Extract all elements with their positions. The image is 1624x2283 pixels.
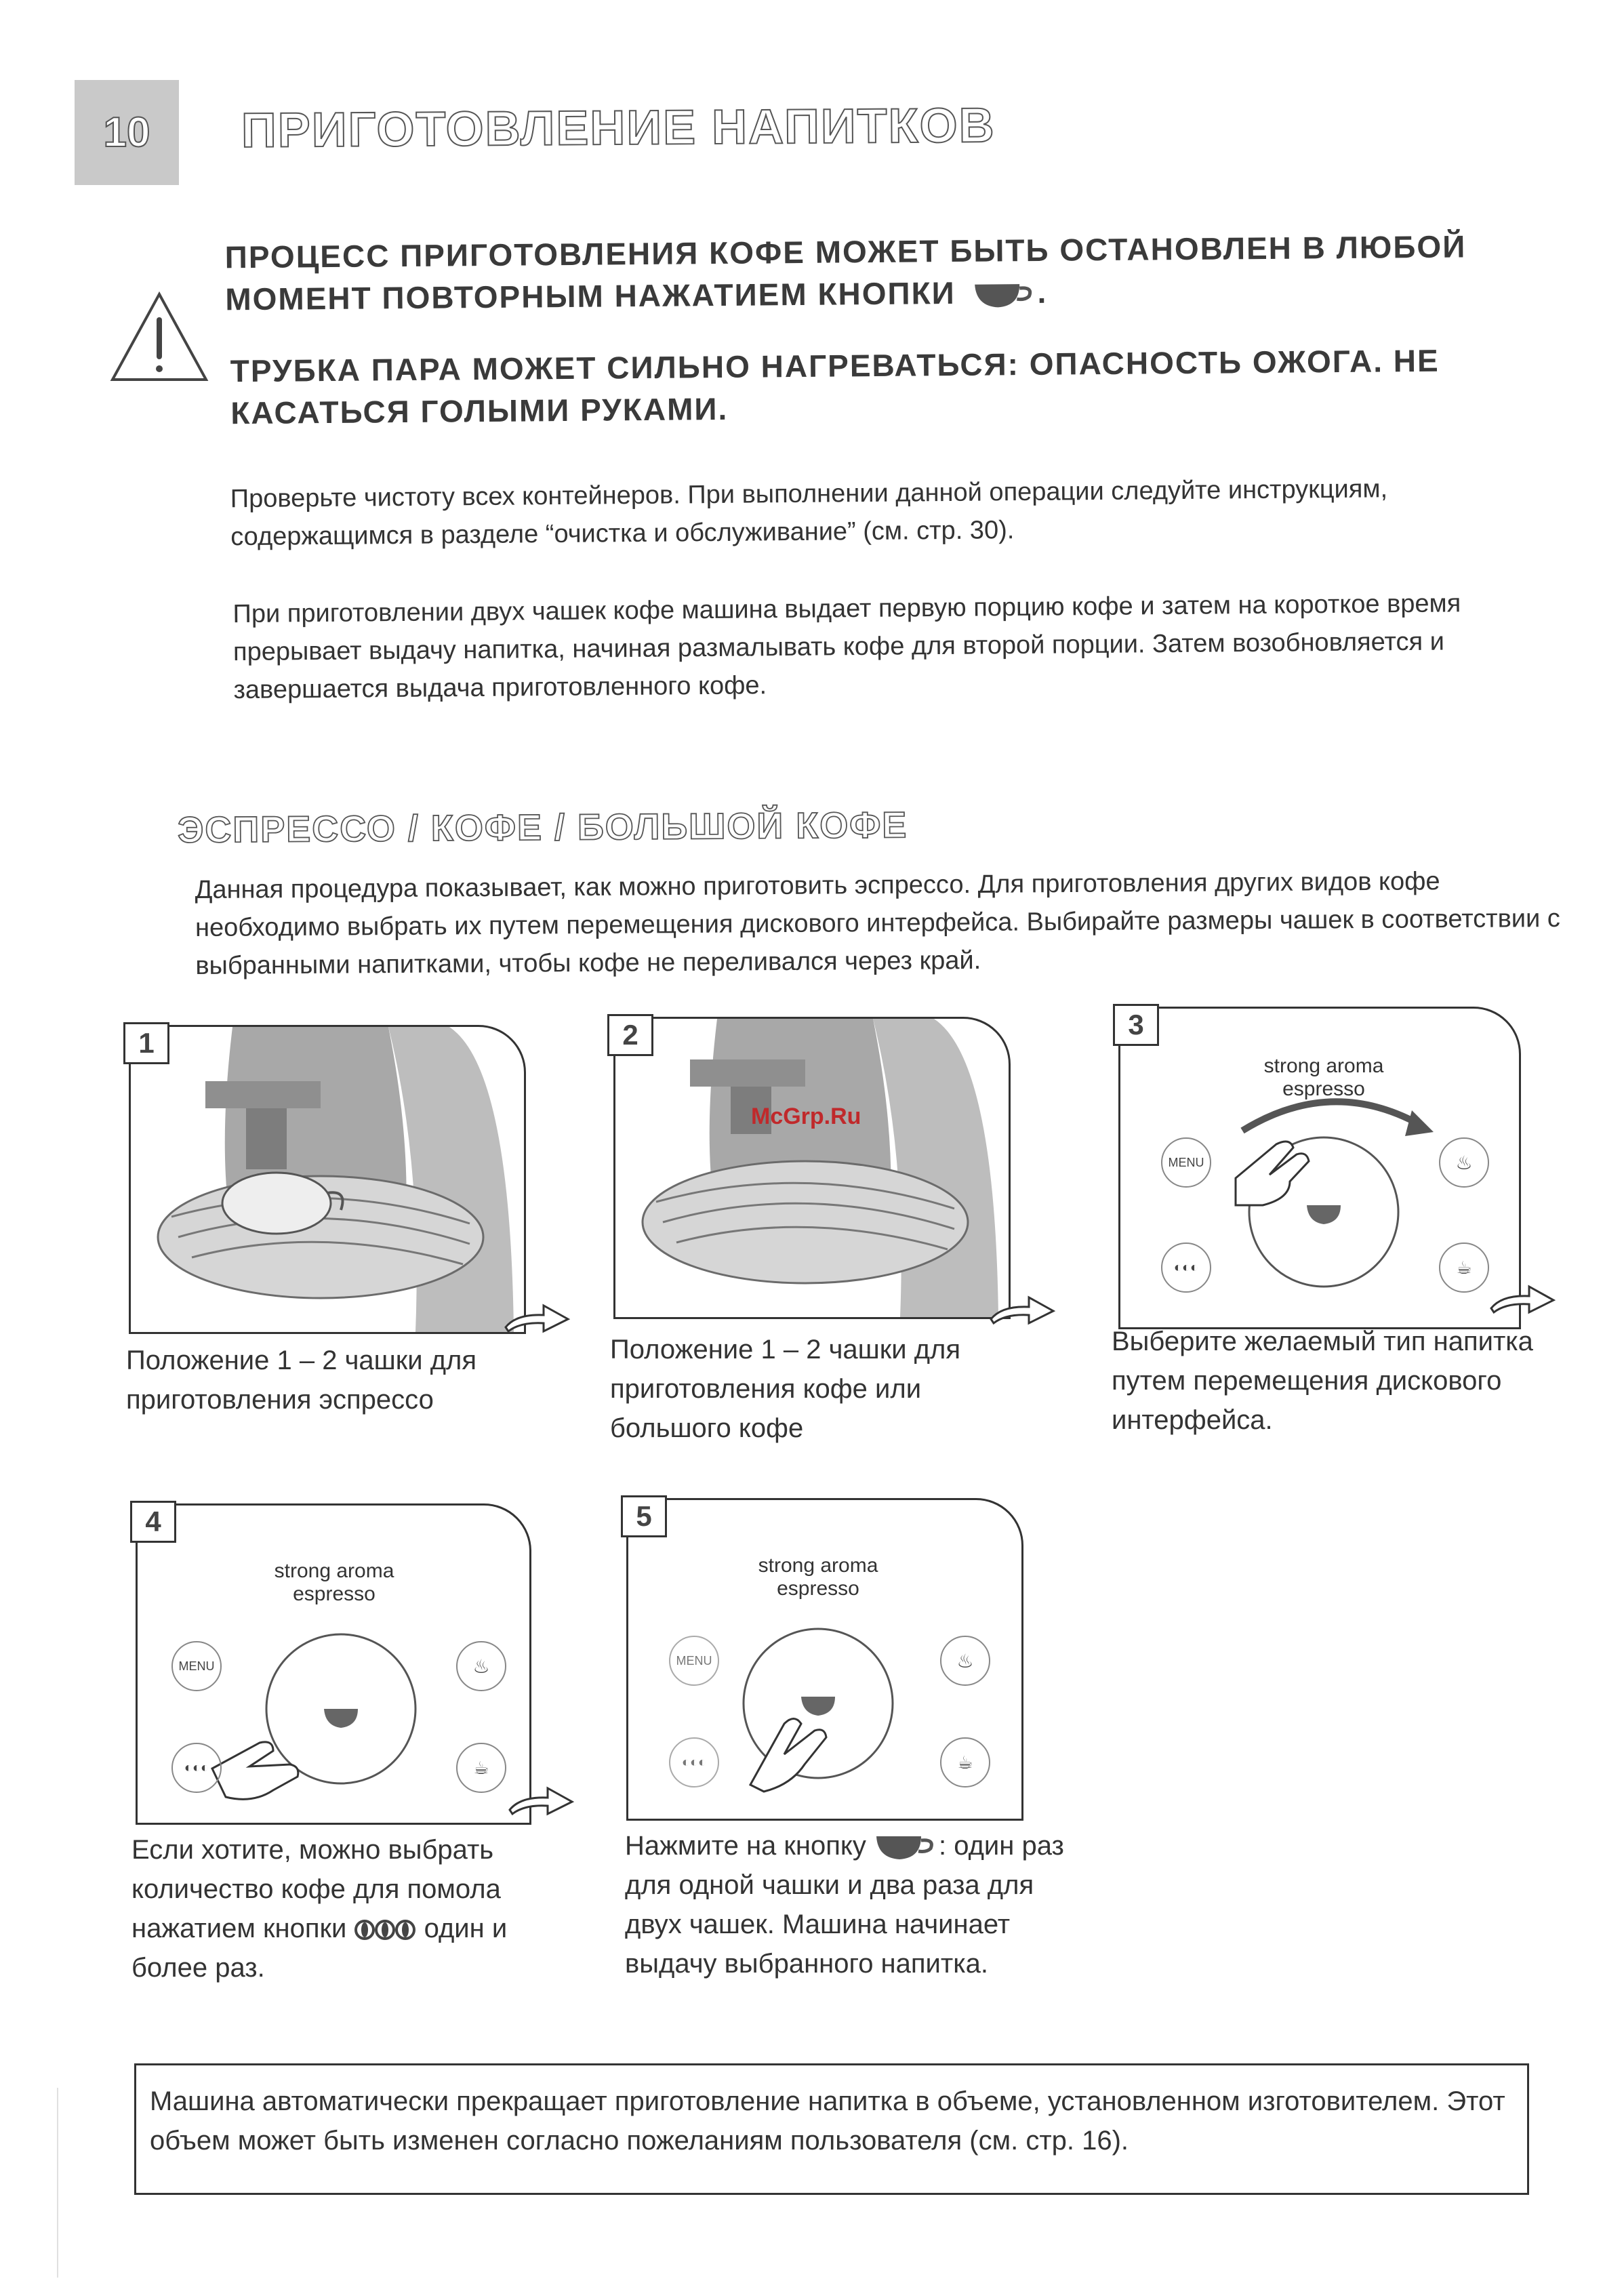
- step-1-number: 1: [123, 1022, 169, 1064]
- step-5-number: 5: [621, 1495, 667, 1537]
- scan-margin-line: [57, 2088, 58, 2278]
- page-number: 10: [75, 80, 179, 185]
- step-4-caption-text: Если хотите, можно выбрать количество кофе для помола нажатием кнопки: [131, 1835, 501, 1943]
- section-title: ЭСПРЕССО / КОФЕ / БОЛЬШОЙ КОФЕ: [177, 805, 908, 851]
- step-5-caption: [625, 1826, 1072, 1983]
- menu-button[interactable]: MENU: [1161, 1137, 1211, 1188]
- stop-warning: [224, 225, 1526, 321]
- step-2-caption: Положение 1 – 2 чашки для приготовления кофе или большого кофе: [610, 1335, 961, 1443]
- display-line-1: strong aroma: [758, 1554, 878, 1577]
- step-5-control-panel: [626, 1498, 1023, 1821]
- step-5-caption-end: : один раз для одной чашки и два раза для двух чашек. Машина начинает выдачу выбранного напитка.: [625, 1831, 1064, 1979]
- display-line-2: espresso: [293, 1583, 375, 1605]
- check-containers-paragraph: Проверьте чистоту всех контейнеров. При выполнении данной операции следуйте инструкциям, содержащимся в разделе “очистка и обслуживание” (см. стр. 30).: [230, 474, 1388, 552]
- step-5-caption-text: Нажмите на кнопку: [625, 1831, 866, 1861]
- step-1-illustration: [129, 1025, 526, 1334]
- stop-warning-end: .: [1037, 274, 1048, 310]
- aroma-button[interactable]: ◐◐◐: [669, 1737, 719, 1787]
- step-3-caption: Выберите желаемый тип напитка путем перемещения дискового интерфейса.: [1112, 1327, 1533, 1435]
- chapter-title: ПРИГОТОВЛЕНИЕ НАПИТКОВ: [241, 98, 996, 158]
- hot-water-button[interactable]: ☕: [940, 1737, 990, 1787]
- next-arrow-icon: [1488, 1281, 1556, 1316]
- next-arrow-icon: [503, 1300, 571, 1335]
- aroma-beans-icon: [354, 1916, 416, 1943]
- step-3-number: 3: [1113, 1004, 1159, 1046]
- display-line-1: strong aroma: [1263, 1055, 1384, 1077]
- step-3-control-panel: [1118, 1007, 1521, 1329]
- display-line-1: strong aroma: [274, 1560, 394, 1582]
- step-1-caption: Положение 1 – 2 чашки для приготовления эспрессо: [126, 1346, 477, 1415]
- step-4-control-panel: [136, 1503, 531, 1825]
- stop-warning-text: ПРОЦЕСС ПРИГОТОВЛЕНИЯ КОФЕ МОЖЕТ БЫТЬ ОСТАНОВЛЕН В ЛЮБОЙ МОМЕНТ ПОВТОРНЫМ НАЖАТИЕМ КНОПКИ: [224, 228, 1467, 317]
- menu-button[interactable]: MENU: [669, 1636, 719, 1686]
- coffee-machine-spout-illustration: [615, 1019, 1009, 1317]
- steam-warning: ТРУБКА ПАРА МОЖЕТ СИЛЬНО НАГРЕВАТЬСЯ: ОПАСНОСТЬ ОЖОГА. НЕ КАСАТЬСЯ ГОЛЫМИ РУКАМИ.: [230, 342, 1440, 431]
- step-4-caption: [131, 1830, 565, 1987]
- two-cups-paragraph: При приготовлении двух чашек кофе машина выдает первую порцию кофе и затем на короткое время прерывает выдачу напитка, начиная размалывать кофе для второй порции. Затем возобновляется и завершается выдача приготовленного кофе.: [232, 589, 1461, 705]
- cup-icon: [874, 1832, 939, 1862]
- step-2-number: 2: [607, 1014, 653, 1056]
- step-4-caption-end: один и более раз.: [131, 1914, 508, 1983]
- display-line-2: espresso: [1282, 1078, 1365, 1100]
- step-2-illustration: [613, 1017, 1011, 1319]
- next-arrow-icon: [988, 1292, 1056, 1327]
- cup-icon: [972, 280, 1037, 310]
- coffee-machine-spout-illustration: [131, 1027, 524, 1332]
- step-4-number: 4: [130, 1501, 176, 1543]
- next-arrow-icon: [507, 1783, 575, 1818]
- steam-button[interactable]: ♨: [456, 1641, 506, 1691]
- aroma-button[interactable]: ◐◐◐: [1161, 1242, 1211, 1293]
- menu-button[interactable]: MENU: [171, 1641, 222, 1691]
- watermark: McGrp.Ru: [751, 1104, 861, 1129]
- hot-water-button[interactable]: ☕: [456, 1743, 506, 1793]
- warning-triangle-icon: [108, 290, 210, 384]
- aroma-button[interactable]: ◐◐◐: [171, 1743, 222, 1793]
- section-intro: Данная процедура показывает, как можно приготовить эспрессо. Для приготовления других видов кофе необходимо выбрать их путем перемещения дискового интерфейса. Выбирайте размеры чашек в соответствии с выбранными напитками, чтобы кофе не переливался через край.: [195, 867, 1560, 981]
- steam-button[interactable]: ♨: [1439, 1137, 1489, 1188]
- volume-note: Машина автоматически прекращает приготовление напитка в объеме, установленном изготовителем. Этот объем может быть изменен согласно пожеланиям пользователя (см. стр. 16).: [134, 2063, 1529, 2195]
- display-line-2: espresso: [777, 1577, 859, 1600]
- steam-button[interactable]: ♨: [940, 1636, 990, 1686]
- hot-water-button[interactable]: ☕: [1439, 1242, 1489, 1293]
